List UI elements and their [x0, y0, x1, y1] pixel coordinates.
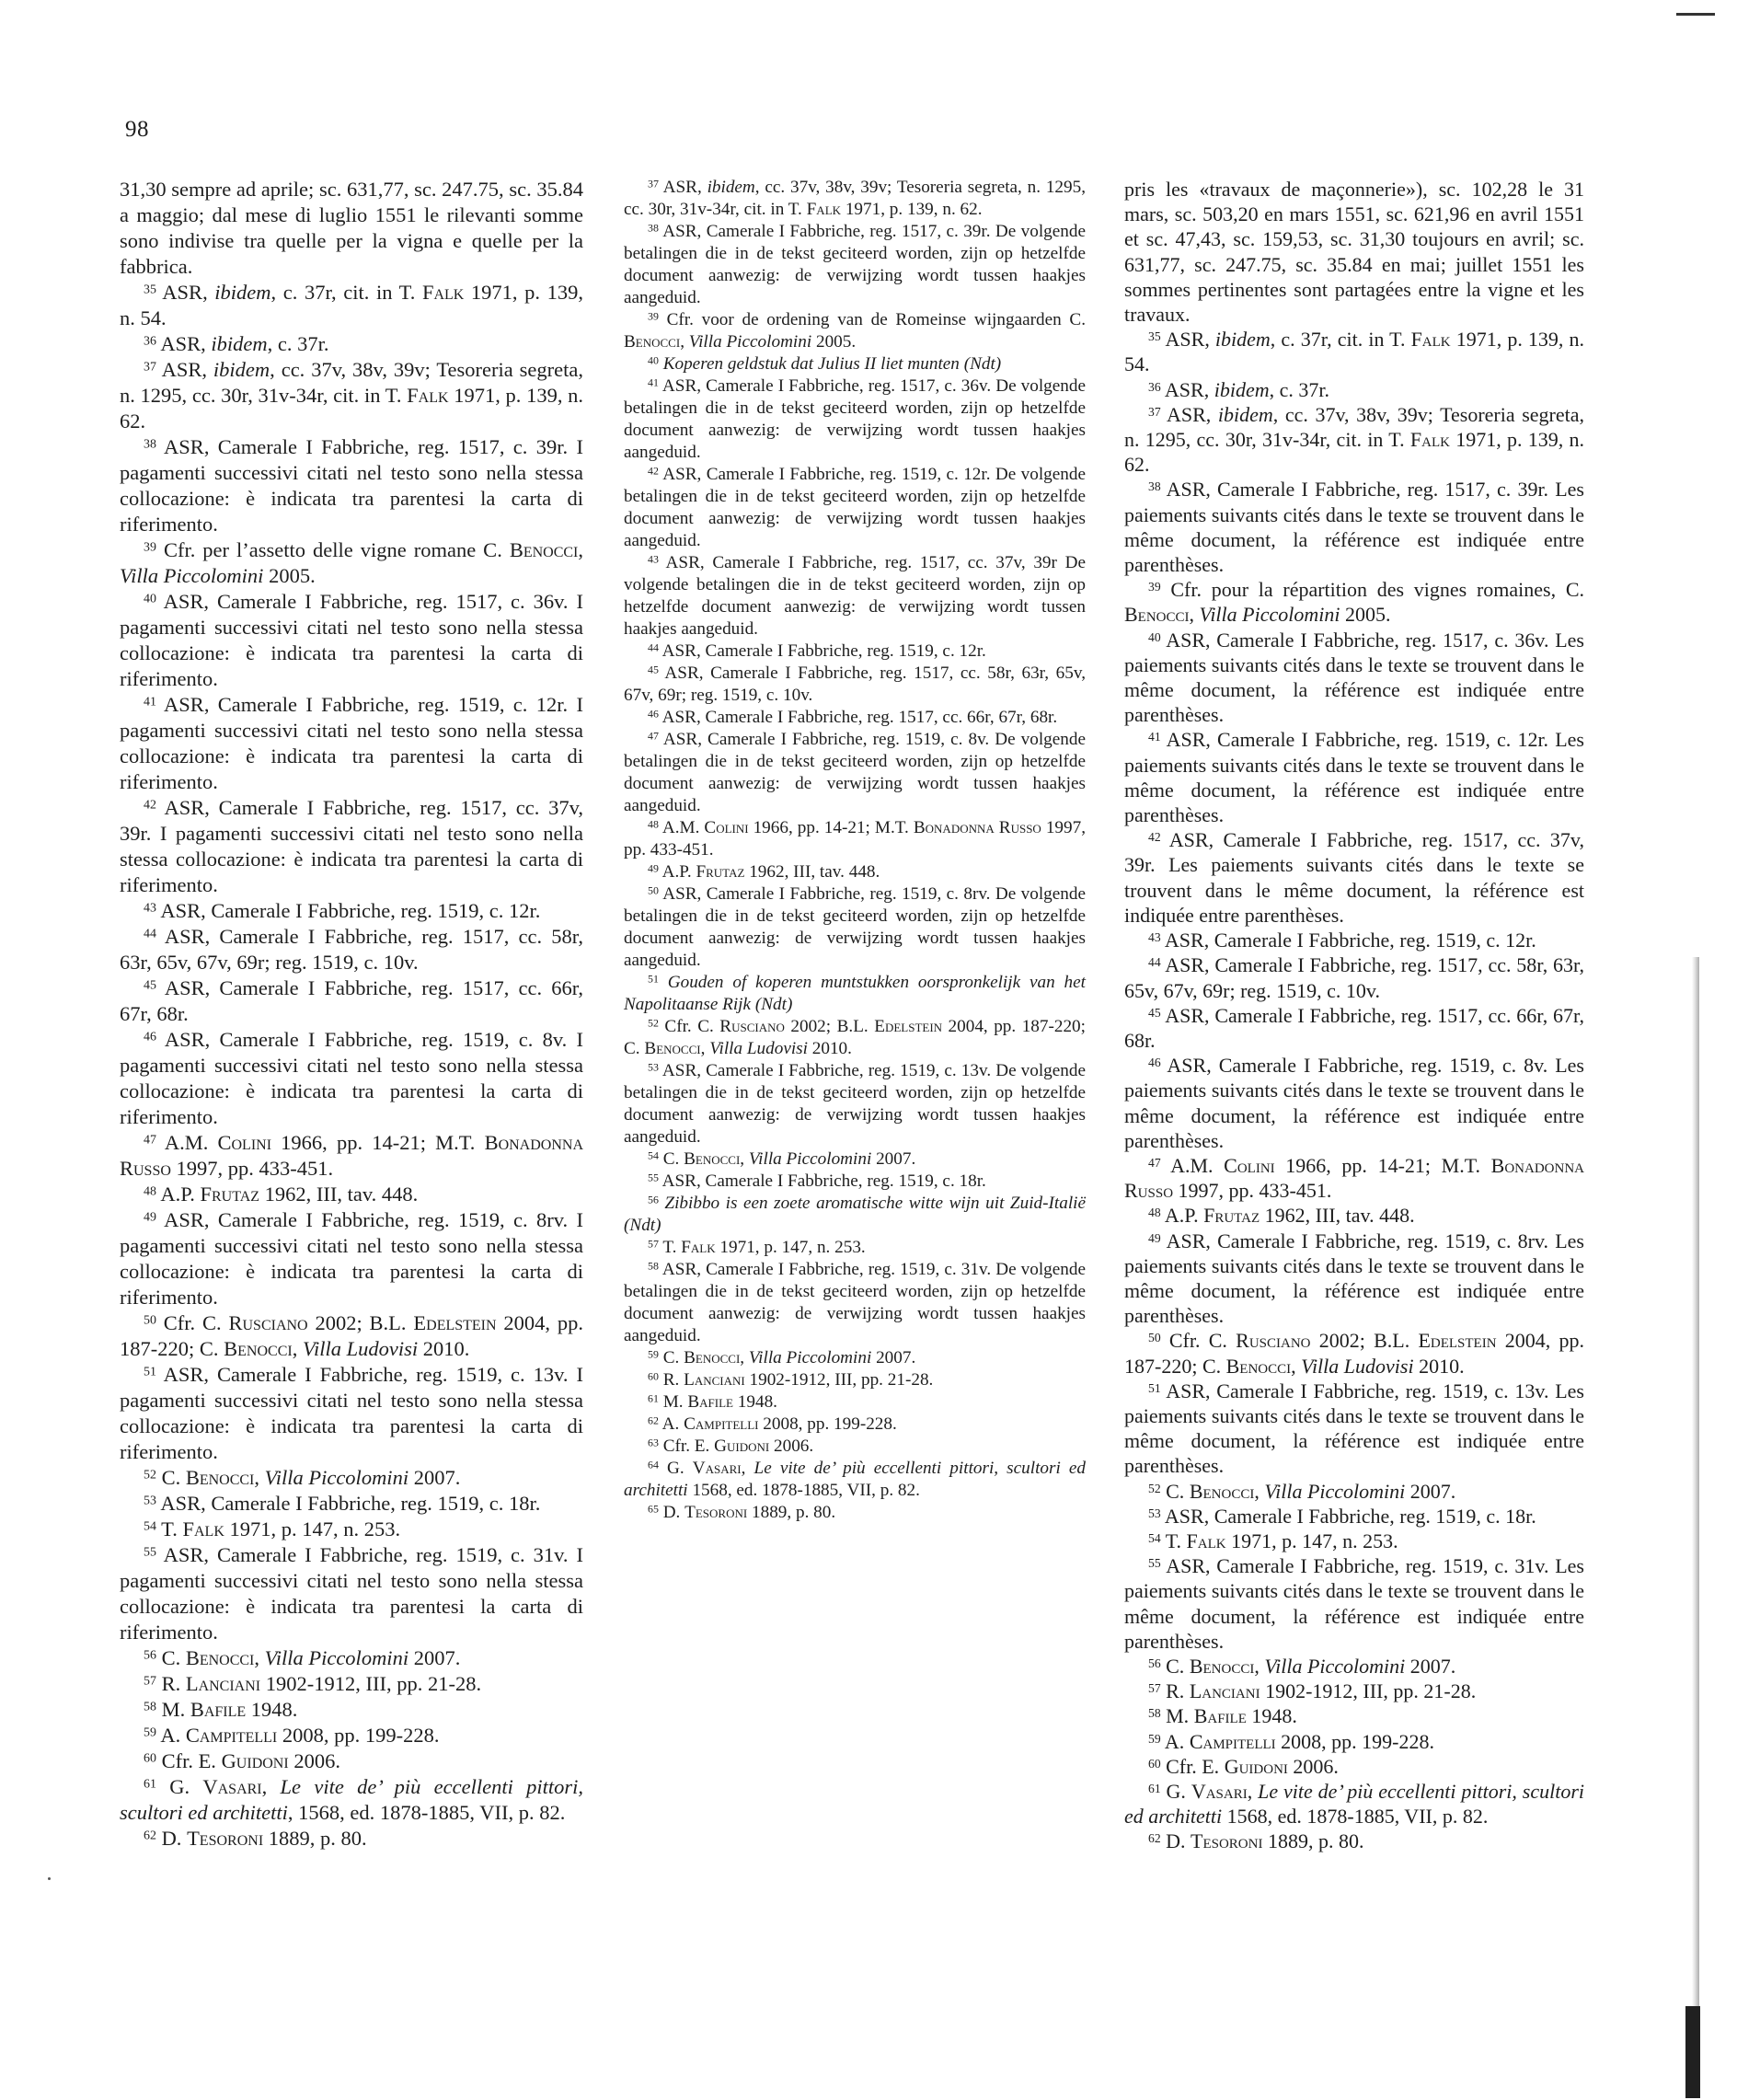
- footnote-number: 38: [648, 221, 659, 235]
- footnote-text: ASR, Camerale I Fabbriche, reg. 1519, c. 12r. I pagamenti successivi citati nel testo sono nella stessa collocazione: è indicata tra parentesi la carta di riferimento.: [120, 693, 583, 793]
- footnote-text: ASR, Camerale I Fabbriche, reg. 1519, c. 18r.: [1164, 1504, 1536, 1528]
- footnote-text: T. Falk 1971, p. 147, n. 253.: [662, 1238, 866, 1257]
- footnote-53: [1124, 1504, 1584, 1529]
- footnote-50: [120, 1310, 583, 1362]
- footnote-text: C. Benocci, Villa Piccolomini 2007.: [161, 1646, 461, 1669]
- footnote-number: 49: [144, 1210, 156, 1225]
- footnote-text: D. Tesoroni 1889, p. 80.: [662, 1503, 836, 1522]
- footnote-number: 61: [144, 1777, 156, 1792]
- footnote-text: ASR, ibidem, c. 37r.: [160, 332, 329, 355]
- footnote-text: C. Benocci, Villa Piccolomini 2007.: [161, 1466, 461, 1489]
- footnote-text: ASR, Camerale I Fabbriche, reg. 1517, cc. 58r, 63r, 65v, 67v, 69r; reg. 1519, c. 10v.: [120, 925, 583, 974]
- footnote-60: [624, 1369, 1086, 1391]
- footnote-text: ASR, Camerale I Fabbriche, reg. 1519, c. 12r.: [661, 641, 986, 661]
- footnote-53: [624, 1060, 1086, 1148]
- footnote-text: A. Campitelli 2008, pp. 199-228.: [1164, 1729, 1434, 1753]
- footnote-number: 55: [648, 1171, 659, 1184]
- footnote-number: 40: [144, 592, 156, 606]
- footnote-number: 41: [648, 375, 659, 389]
- footnote-text: ASR, ibidem, cc. 37v, 38v, 39v; Tesoreria segreta, n. 1295, cc. 30r, 31v-34r, cit. in T. Falk 1971, p. 139, n. 62.: [120, 358, 583, 433]
- footnote-number: 56: [648, 1193, 659, 1206]
- footnote-text: D. Tesoroni 1889, p. 80.: [161, 1827, 367, 1850]
- footnote-number: 46: [1148, 1055, 1161, 1069]
- footnote-42: [624, 464, 1086, 552]
- footnote-number: 52: [648, 1016, 659, 1030]
- footnote-51: [1124, 1379, 1584, 1479]
- footnote-text: ASR, Camerale I Fabbriche, reg. 1519, c. 31v. De volgende betalingen die in de tekst geciteerd worden, zijn op hetzelfde document aanwezig: de verwijzing wordt tussen haakjes aangeduid.: [624, 1260, 1086, 1345]
- footnote-text: ASR, Camerale I Fabbriche, reg. 1519, c. 12r. Les paiements suivants cités dans le texte se trouvent dans le même document, la référence est indiquée entre parenthèses.: [1124, 728, 1584, 827]
- footnote-number: 45: [648, 663, 659, 676]
- footnote-44: [1124, 952, 1584, 1002]
- footnote-38: [624, 221, 1086, 309]
- footnote-55: [624, 1171, 1086, 1193]
- footnote-number: 47: [648, 729, 659, 743]
- footnote-number: 52: [144, 1468, 156, 1483]
- footnote-number: 62: [1148, 1831, 1161, 1846]
- footnote-text: A.P. Frutaz 1962, III, tav. 448.: [1164, 1204, 1415, 1228]
- footnote-57: [120, 1671, 583, 1697]
- footnote-59: [1124, 1729, 1584, 1754]
- footnote-62: [1124, 1829, 1584, 1853]
- footnote-text: C. Benocci, Villa Piccolomini 2007.: [662, 1348, 916, 1367]
- footnote-text: G. Vasari, Le vite de’ più eccellenti pittori, scultori ed architetti 1568, ed. 1878-1885, VII, p. 82.: [1124, 1780, 1585, 1829]
- footnote-52: [120, 1465, 583, 1491]
- footnote-number: 56: [144, 1648, 156, 1663]
- footnote-65: [624, 1502, 1086, 1524]
- footnote-44: [624, 640, 1086, 663]
- footnote-number: 51: [648, 972, 659, 986]
- footnote-number: 43: [1148, 929, 1161, 944]
- footnote-text: ASR, ibidem, c. 37r, cit. in T. Falk 1971, p. 139, n. 54.: [120, 281, 583, 329]
- footnote-number: 48: [144, 1184, 156, 1199]
- footnote-number: 57: [648, 1237, 659, 1251]
- footnote-number: 54: [648, 1148, 659, 1162]
- footnote-text: ASR, Camerale I Fabbriche, reg. 1519, c. 18r.: [160, 1492, 541, 1515]
- footnote-number: 39: [1148, 580, 1161, 594]
- footnote-number: 58: [648, 1259, 659, 1273]
- footnote-48: [120, 1182, 583, 1207]
- footnote-number: 38: [144, 437, 156, 452]
- footnote-text: Cfr. C. Rusciano 2002; B.L. Edelstein 2004, pp. 187-220; C. Benocci, Villa Ludovisi 2010.: [120, 1311, 584, 1360]
- footnote-text: ASR, Camerale I Fabbriche, reg. 1519, c. 8rv. De volgende betalingen die in de tekst geciteerd worden, zijn op hetzelfde document aanwezig: de verwijzing wordt tussen haakjes aangeduid.: [624, 884, 1086, 970]
- footnote-number: 50: [648, 883, 659, 897]
- footnote-number: 39: [144, 540, 156, 555]
- footnote-40: [624, 353, 1086, 375]
- footnote-number: 43: [144, 901, 156, 916]
- footnote-number: 46: [144, 1030, 156, 1044]
- footnote-57: [1124, 1679, 1584, 1703]
- footnote-number: 51: [144, 1365, 156, 1379]
- footnote-43: [1124, 928, 1584, 952]
- footnote-text: ASR, Camerale I Fabbriche, reg. 1517, cc. 58r, 63r, 65v, 67v, 69r; reg. 1519, c. 10v.: [624, 663, 1086, 705]
- footnote-64: [624, 1458, 1086, 1502]
- footnote-text: Gouden of koperen muntstukken oorspronkelijk van het Napolitaanse Rijk (Ndt): [624, 973, 1086, 1014]
- footnote-number: 50: [1148, 1331, 1161, 1345]
- footnote-number: 36: [1148, 379, 1161, 394]
- footnote-text: pris les «travaux de maçonnerie»), sc. 102,28 le 31 mars, sc. 503,20 en mars 1551, sc. 621,96 en avril 1551 et sc. 47,43, sc. 159,53, sc. 31,30 toujours en avril; sc. 631,77, sc. 247.75, sc. 35.84 en mai; juillet 1551 les sommes pertinentes sont partagées entre la vigne et les travaux.: [1124, 178, 1584, 327]
- footnote-text: R. Lanciani 1902-1912, III, pp. 21-28.: [161, 1672, 482, 1695]
- footnote-text: C. Benocci, Villa Piccolomini 2007.: [1166, 1479, 1456, 1503]
- footnote-number: 54: [1148, 1530, 1161, 1545]
- footnote-text: M. Bafile 1948.: [161, 1698, 298, 1721]
- footnote-50: [624, 883, 1086, 972]
- footnote-text: M. Bafile 1948.: [662, 1392, 777, 1412]
- footnote-number: 64: [648, 1458, 659, 1471]
- footnote-59: [120, 1723, 583, 1748]
- footnote-text: Cfr. C. Rusciano 2002; B.L. Edelstein 2004, pp. 187-220; C. Benocci, Villa Ludovisi 2010.: [624, 1017, 1086, 1058]
- footnote-number: 37: [648, 177, 659, 190]
- footnote-text: ASR, Camerale I Fabbriche, reg. 1517, cc. 37v, 39r. I pagamenti successivi citati nel testo sono nella stessa collocazione: è indicata tra parentesi la carta di riferimento.: [120, 796, 583, 896]
- footnote-number: 53: [648, 1060, 659, 1074]
- footnote-61: [624, 1391, 1086, 1413]
- footnote-text: ASR, Camerale I Fabbriche, reg. 1519, c. 8v. De volgende betalingen die in de tekst geciteerd worden, zijn op hetzelfde document aanwezig: de verwijzing wordt tussen haakjes aangeduid.: [624, 730, 1086, 815]
- footnote-continuation: [1124, 177, 1584, 327]
- footnote-text: R. Lanciani 1902-1912, III, pp. 21-28.: [1166, 1679, 1477, 1703]
- footnote-number: 50: [144, 1313, 156, 1328]
- footnote-text: ASR, Camerale I Fabbriche, reg. 1519, c. 8rv. I pagamenti successivi citati nel testo sono nella stessa collocazione: è indicata tra parentesi la carta di riferimento.: [120, 1208, 583, 1309]
- footnote-text: ASR, ibidem, cc. 37v, 38v, 39v; Tesoreria segreta, n. 1295, cc. 30r, 31v-34r, cit. in T. Falk 1971, p. 139, n. 62.: [1124, 402, 1585, 477]
- footnote-number: 51: [1148, 1380, 1161, 1395]
- footnote-37: [1124, 402, 1584, 478]
- footnote-text: ASR, Camerale I Fabbriche, reg. 1517, cc. 37v, 39r. Les paiements suivants cités dans le texte se trouvent dans le même document, la référence est indiquée entre parenthèses.: [1124, 828, 1584, 927]
- footnote-number: 48: [648, 817, 659, 831]
- footnote-text: ASR, Camerale I Fabbriche, reg. 1519, c. 8rv. Les paiements suivants cités dans le texte se trouvent dans le même document, la référence est indiquée entre parenthèses.: [1124, 1229, 1584, 1328]
- footnote-text: ASR, Camerale I Fabbriche, reg. 1519, c. 12r. De volgende betalingen die in de tekst geciteerd worden, zijn op hetzelfde document aanwezig: de verwijzing wordt tussen haakjes aangeduid.: [624, 465, 1086, 550]
- footnote-text: D. Tesoroni 1889, p. 80.: [1166, 1829, 1364, 1853]
- page-number: 98: [125, 117, 149, 142]
- footnote-46: [624, 707, 1086, 729]
- footnote-text: ASR, Camerale I Fabbriche, reg. 1517, c. 39r. Les paiements suivants cités dans le texte se trouvent dans le même document, la référence est indiquée entre parenthèses.: [1124, 478, 1584, 577]
- footnote-text: ASR, Camerale I Fabbriche, reg. 1517, c. 36v. De volgende betalingen die in de tekst geciteerd worden, zijn op hetzelfde document aanwezig: de verwijzing wordt tussen haakjes aangeduid.: [624, 376, 1086, 462]
- footnote-51: [120, 1362, 583, 1465]
- footnote-number: 45: [1148, 1005, 1161, 1020]
- footnote-36: [1124, 377, 1584, 402]
- footnote-text: ASR, Camerale I Fabbriche, reg. 1519, c. 8v. Les paiements suivants cités dans le texte se trouvent dans le même document, la référence est indiquée entre parenthèses.: [1124, 1054, 1584, 1152]
- footnote-number: 35: [144, 283, 156, 297]
- footnote-number: 44: [1148, 955, 1161, 970]
- footnote-number: 55: [1148, 1556, 1161, 1571]
- footnote-text: Cfr. E. Guidoni 2006.: [1166, 1754, 1339, 1778]
- footnote-43: [120, 898, 583, 924]
- footnote-text: ASR, Camerale I Fabbriche, reg. 1519, c. 18r.: [661, 1171, 986, 1191]
- footnote-58: [120, 1697, 583, 1723]
- footnote-text: T. Falk 1971, p. 147, n. 253.: [161, 1517, 401, 1540]
- footnote-text: ASR, Camerale I Fabbriche, reg. 1517, c. 36v. Les paiements suivants cités dans le texte se trouvent dans le même document, la référence est indiquée entre parenthèses.: [1124, 628, 1584, 727]
- footnote-text: Koperen geldstuk dat Julius II liet munten (Ndt): [662, 354, 1002, 374]
- footnote-text: R. Lanciani 1902-1912, III, pp. 21-28.: [662, 1370, 934, 1390]
- footnote-56: [120, 1645, 583, 1671]
- footnote-40: [1124, 628, 1584, 728]
- footnote-52: [624, 1016, 1086, 1060]
- footnote-number: 52: [1148, 1481, 1161, 1495]
- footnote-text: ASR, Camerale I Fabbriche, reg. 1517, cc. 66r, 67r, 68r.: [1124, 1003, 1584, 1052]
- footnote-text: Cfr. voor de ordening van de Romeinse wijngaarden C. Benocci, Villa Piccolomini 2005.: [624, 310, 1086, 352]
- footnote-text: C. Benocci, Villa Piccolomini 2007.: [662, 1149, 916, 1169]
- footnote-42: [120, 795, 583, 898]
- footnote-number: 65: [648, 1502, 659, 1516]
- footnote-40: [120, 589, 583, 692]
- footnote-49: [120, 1207, 583, 1310]
- footnote-50: [1124, 1328, 1584, 1378]
- footnote-56: [1124, 1654, 1584, 1679]
- footnote-text: ASR, Camerale I Fabbriche, reg. 1519, c. 13v. Les paiements suivants cités dans le texte se trouvent dans le même document, la référence est indiquée entre parenthèses.: [1124, 1379, 1584, 1478]
- footnote-37: [120, 357, 583, 434]
- footnote-41: [1124, 727, 1584, 827]
- footnote-58: [624, 1259, 1086, 1347]
- footnote-text: ASR, Camerale I Fabbriche, reg. 1517, cc. 66r, 67r, 68r.: [120, 976, 583, 1025]
- footnote-55: [1124, 1553, 1584, 1654]
- footnote-text: Cfr. E. Guidoni 2006.: [161, 1749, 340, 1772]
- footnote-number: 58: [1148, 1706, 1161, 1721]
- footnote-39: [120, 537, 583, 589]
- footnote-number: 41: [1148, 730, 1161, 744]
- footnote-number: 61: [648, 1391, 659, 1405]
- footnote-number: 47: [144, 1133, 156, 1148]
- footnote-number: 53: [144, 1494, 156, 1508]
- corner-mark: [1676, 13, 1715, 16]
- footnote-37: [624, 177, 1086, 221]
- footnote-53: [120, 1491, 583, 1517]
- footnote-number: 42: [648, 464, 659, 478]
- footnote-text: G. Vasari, Le vite de’ più eccellenti pittori, scultori ed architetti, 1568, ed. 1878-1885, VII, p. 82.: [120, 1775, 583, 1824]
- footnote-number: 43: [648, 552, 659, 566]
- notes-column-italian: [120, 177, 583, 1852]
- footnote-text: ASR, ibidem, c. 37r.: [1164, 377, 1329, 401]
- footnote-38: [1124, 477, 1584, 577]
- footnote-45: [1124, 1003, 1584, 1053]
- footnote-number: 60: [144, 1751, 156, 1766]
- footnote-60: [120, 1748, 583, 1774]
- footnote-text: ASR, Camerale I Fabbriche, reg. 1519, c. 13v. I pagamenti successivi citati nel testo sono nella stessa collocazione: è indicata tra parentesi la carta di riferimento.: [120, 1363, 583, 1463]
- footnote-48: [624, 817, 1086, 861]
- footnote-text: ASR, Camerale I Fabbriche, reg. 1519, c. 12r.: [160, 899, 541, 922]
- footnote-54: [624, 1148, 1086, 1171]
- footnote-number: 47: [1148, 1155, 1161, 1170]
- page-edge-shadow: [1692, 957, 1699, 2089]
- footnote-number: 44: [648, 640, 659, 654]
- footnote-number: 40: [1148, 629, 1161, 644]
- footnote-text: ASR, ibidem, cc. 37v, 38v, 39v; Tesoreria segreta, n. 1295, cc. 30r, 31v-34r, cit. in T. Falk 1971, p. 139, n. 62.: [624, 178, 1087, 219]
- footnote-47: [1124, 1153, 1584, 1203]
- footnote-43: [624, 552, 1086, 640]
- footnote-54: [1124, 1529, 1584, 1553]
- footnote-number: 42: [144, 798, 156, 813]
- footnote-text: ASR, Camerale I Fabbriche, reg. 1519, c. 31v. I pagamenti successivi citati nel testo sono nella stessa collocazione: è indicata tra parentesi la carta di riferimento.: [120, 1543, 583, 1644]
- footnote-39: [1124, 577, 1584, 627]
- footnote-55: [120, 1542, 583, 1645]
- footnote-number: 36: [144, 334, 156, 349]
- footnote-text: Cfr. C. Rusciano 2002; B.L. Edelstein 2004, pp. 187-220; C. Benocci, Villa Ludovisi 2010.: [1124, 1329, 1585, 1378]
- footnote-number: 44: [144, 927, 156, 941]
- footnote-number: 37: [144, 360, 156, 375]
- footnote-number: 45: [144, 978, 156, 993]
- footnote-number: 59: [1148, 1731, 1161, 1746]
- footnote-number: 37: [1148, 404, 1161, 419]
- footnote-number: 35: [1148, 329, 1161, 344]
- footnote-text: ASR, Camerale I Fabbriche, reg. 1517, cc. 58r, 63r, 65v, 67v, 69r; reg. 1519, c. 10v.: [1124, 953, 1584, 1002]
- footnote-text: C. Benocci, Villa Piccolomini 2007.: [1166, 1654, 1456, 1678]
- footnote-text: ASR, Camerale I Fabbriche, reg. 1519, c. 13v. De volgende betalingen die in de tekst geciteerd worden, zijn op hetzelfde document aanwezig: de verwijzing wordt tussen haakjes aangeduid.: [624, 1061, 1086, 1147]
- page-edge-dark: [1685, 2006, 1700, 2098]
- footnote-59: [624, 1347, 1086, 1369]
- footnote-35: [1124, 327, 1584, 376]
- footnote-61: [120, 1774, 583, 1826]
- footnote-number: 58: [144, 1700, 156, 1714]
- footnote-text: Cfr. pour la répartition des vignes romaines, C. Benocci, Villa Piccolomini 2005.: [1124, 578, 1584, 627]
- footnote-text: ASR, Camerale I Fabbriche, reg. 1519, c. 12r.: [1164, 929, 1536, 952]
- footnote-number: 57: [1148, 1681, 1161, 1696]
- footnote-35: [120, 280, 583, 331]
- footnote-number: 54: [144, 1519, 156, 1534]
- footnote-text: Zibibbo is een zoete aromatische witte wijn uit Zuid-Italië (Ndt): [624, 1194, 1086, 1235]
- footnote-text: A.P. Frutaz 1962, III, tav. 448.: [160, 1183, 419, 1206]
- footnote-number: 38: [1148, 479, 1161, 494]
- footnote-number: 59: [648, 1347, 659, 1361]
- footnote-56: [624, 1193, 1086, 1237]
- footnote-58: [1124, 1703, 1584, 1728]
- footnote-number: 59: [144, 1725, 156, 1740]
- footnote-39: [624, 309, 1086, 353]
- footnote-number: 62: [648, 1413, 659, 1427]
- footnote-text: Cfr. E. Guidoni 2006.: [662, 1437, 814, 1456]
- footnote-41: [120, 692, 583, 795]
- scan-speck: [48, 1877, 51, 1880]
- footnote-49: [624, 861, 1086, 883]
- footnote-57: [624, 1237, 1086, 1259]
- footnote-62: [624, 1413, 1086, 1436]
- notes-column-french: [1124, 177, 1584, 1854]
- footnote-text: ASR, Camerale I Fabbriche, reg. 1517, cc. 37v, 39r De volgende betalingen die in de tekst geciteerd worden, zijn op hetzelfde document aanwezig: de verwijzing wordt tussen haakjes aangeduid.: [624, 553, 1086, 639]
- footnote-text: A.M. Colini 1966, pp. 14-21; M.T. Bonadonna Russo 1997, pp. 433-451.: [120, 1131, 584, 1180]
- footnote-number: 48: [1148, 1206, 1161, 1220]
- footnote-text: ASR, Camerale I Fabbriche, reg. 1519, c. 31v. Les paiements suivants cités dans le texte se trouvent dans le même document, la référence est indiquée entre parenthèses.: [1124, 1554, 1584, 1653]
- footnote-number: 55: [144, 1545, 156, 1560]
- footnote-text: A. Campitelli 2008, pp. 199-228.: [661, 1414, 897, 1434]
- footnote-continuation: [120, 177, 583, 280]
- footnote-41: [624, 375, 1086, 464]
- footnote-38: [120, 434, 583, 537]
- footnote-text: ASR, ibidem, c. 37r, cit. in T. Falk 1971, p. 139, n. 54.: [1124, 328, 1584, 376]
- footnote-number: 60: [1148, 1756, 1161, 1771]
- footnote-text: M. Bafile 1948.: [1166, 1704, 1297, 1728]
- footnote-text: T. Falk 1971, p. 147, n. 253.: [1165, 1529, 1398, 1552]
- footnote-number: 42: [1148, 830, 1161, 845]
- footnote-54: [120, 1517, 583, 1542]
- footnote-45: [624, 663, 1086, 707]
- footnote-text: ASR, Camerale I Fabbriche, reg. 1517, c. 36v. I pagamenti successivi citati nel testo sono nella stessa collocazione: è indicata tra parentesi la carta di riferimento.: [120, 590, 583, 690]
- footnote-47: [624, 729, 1086, 817]
- footnote-42: [1124, 827, 1584, 928]
- footnote-text: A.P. Frutaz 1962, III, tav. 448.: [661, 862, 880, 882]
- footnote-number: 49: [648, 861, 659, 875]
- footnote-number: 61: [1148, 1781, 1161, 1795]
- footnote-47: [120, 1130, 583, 1182]
- footnote-number: 57: [144, 1674, 156, 1689]
- footnote-text: ASR, Camerale I Fabbriche, reg. 1517, c. 39r. De volgende betalingen die in de tekst geciteerd worden, zijn op hetzelfde document aanwezig: de verwijzing wordt tussen haakjes aangeduid.: [624, 222, 1086, 307]
- footnote-46: [1124, 1053, 1584, 1153]
- footnote-number: 41: [144, 695, 156, 710]
- footnote-text: Cfr. per l’assetto delle vigne romane C. Benocci, Villa Piccolomini 2005.: [120, 538, 583, 587]
- footnote-text: ASR, Camerale I Fabbriche, reg. 1517, cc. 66r, 67r, 68r.: [661, 708, 1058, 727]
- footnote-text: A.M. Colini 1966, pp. 14-21; M.T. Bonadonna Russo 1997, pp. 433-451.: [1124, 1153, 1584, 1203]
- footnote-number: 46: [648, 707, 659, 721]
- footnote-number: 60: [648, 1369, 659, 1383]
- footnote-text: ASR, Camerale I Fabbriche, reg. 1517, c. 39r. I pagamenti successivi citati nel testo sono nella stessa collocazione: è indicata tra parentesi la carta di riferimento.: [120, 435, 583, 536]
- footnote-46: [120, 1027, 583, 1130]
- footnote-44: [120, 924, 583, 975]
- footnote-text: G. Vasari, Le vite de’ più eccellenti pittori, scultori ed architetti 1568, ed. 1878-1885, VII, p. 82.: [624, 1459, 1087, 1500]
- footnote-45: [120, 975, 583, 1027]
- footnote-61: [1124, 1779, 1584, 1829]
- footnote-number: 56: [1148, 1656, 1161, 1670]
- footnote-49: [1124, 1229, 1584, 1329]
- footnote-text: A.M. Colini 1966, pp. 14-21; M.T. Bonadonna Russo 1997, pp. 433-451.: [624, 818, 1086, 860]
- footnote-number: 53: [1148, 1506, 1161, 1520]
- footnote-48: [1124, 1203, 1584, 1228]
- footnote-text: 31,30 sempre ad aprile; sc. 631,77, sc. 247.75, sc. 35.84 a maggio; dal mese di luglio 1551 le rilevanti somme sono indivise tra quelle per la vigna e quelle per la fabbrica.: [120, 178, 583, 278]
- notes-column-dutch: [624, 177, 1086, 1524]
- footnote-60: [1124, 1754, 1584, 1779]
- footnote-63: [624, 1436, 1086, 1458]
- footnote-number: 62: [144, 1829, 156, 1843]
- footnote-number: 39: [648, 309, 659, 323]
- footnote-number: 63: [648, 1436, 659, 1449]
- footnote-51: [624, 972, 1086, 1016]
- footnote-52: [1124, 1479, 1584, 1504]
- footnote-text: A. Campitelli 2008, pp. 199-228.: [160, 1724, 440, 1747]
- footnote-number: 49: [1148, 1230, 1161, 1245]
- footnote-62: [120, 1826, 583, 1852]
- footnote-number: 40: [648, 353, 659, 367]
- footnote-text: ASR, Camerale I Fabbriche, reg. 1519, c. 8v. I pagamenti successivi citati nel testo sono nella stessa collocazione: è indicata tra parentesi la carta di riferimento.: [120, 1028, 583, 1128]
- footnote-36: [120, 331, 583, 357]
